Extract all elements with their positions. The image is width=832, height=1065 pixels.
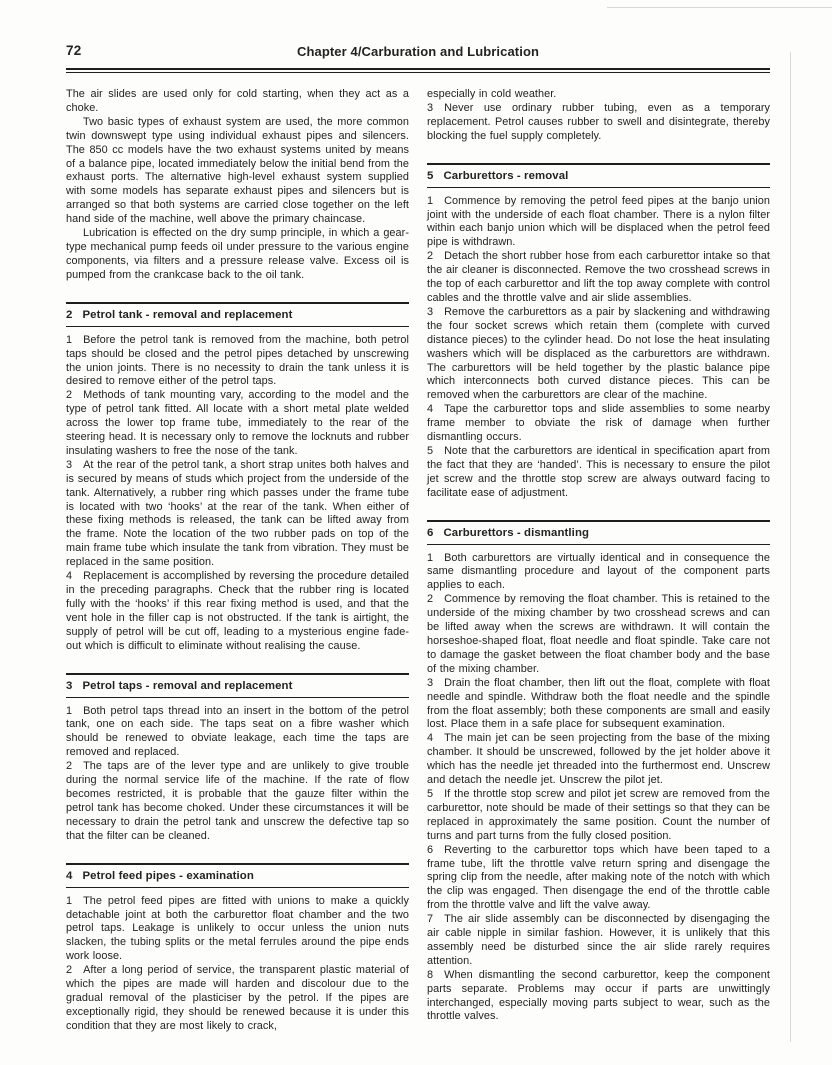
paragraph: [427, 788, 770, 844]
scan-artifact-right-line: [790, 52, 791, 1042]
paragraph-number: 8: [427, 968, 434, 981]
section-petrol-feed-pipes: [66, 863, 409, 1034]
paragraph-text: Both petrol taps thread into an insert in the bottom of the petrol tank, one on each side. The taps seat on a fibre washer which should be renewed to obviate leakage, each time the taps are removed and replaced.: [66, 704, 409, 759]
paragraph-text: Both carburettors are virtually identical and in consequence the same dismantling procedure and layout of the component parts applies to each.: [427, 551, 770, 592]
paragraph-text: Never use ordinary rubber tubing, even as a temporary replacement. Petrol causes rubber to swell and disintegrate, thereby blocking the fuel supply completely.: [427, 101, 770, 142]
section-number: 3: [66, 679, 73, 692]
paragraph: [66, 116, 409, 227]
paragraph: [66, 459, 409, 570]
paragraph: [427, 403, 770, 445]
paragraph: [427, 250, 770, 306]
page-header: [66, 42, 770, 62]
paragraph: [66, 570, 409, 653]
paragraph-number: 5: [427, 444, 434, 457]
paragraph-number: 3: [427, 305, 434, 318]
paragraph-text: Commence by removing the float chamber. This is retained to the underside of the mixing chamber by two crosshead screws and can be lifted away when the screws are withdrawn. It will contain the horseshoe-shaped float, float needle and float spindle. Take care not to damage the gasket between the float chamber body and the base of the mixing chamber.: [427, 593, 770, 675]
paragraph-number: 1: [66, 894, 73, 907]
paragraph-number: 2: [66, 760, 73, 773]
section-heading: [427, 520, 770, 545]
paragraph-number: 2: [66, 389, 73, 402]
paragraph-text: Two basic types of exhaust system are used, the more common twin downswept type using individual exhaust pipes and silencers. The 850 cc models have the two exhaust systems united by means of a balance pipe, located immediately below the initial bend from the exhaust ports. The alternative high-level exhaust system supplied with some models has separate exhaust pipes and silencers but is arranged so that both systems are carried close together on the left hand side of the machine, well above the primary chaincase.: [66, 115, 409, 226]
paragraph-number: 1: [427, 551, 434, 564]
paragraph-text: The taps are of the lever type and are unlikely to give trouble during the normal service life of the machine. If the rate of flow becomes restricted, it is probable that the gauze filter within the petrol tank has become choked. Under these circumstances it will be necessary to drain the petrol tank and unscrew the defective tap so that the filter can be cleaned.: [66, 760, 409, 842]
paragraph-text: Detach the short rubber hose from each carburettor intake so that the air cleaner is disconnected. Remove the two crosshead screws in the top of each carburettor and lift the top away complete with control cables and the throttle valve and air slide assemblies.: [427, 250, 770, 304]
paragraph: [66, 705, 409, 761]
section-title: Petrol feed pipes - examination: [82, 869, 254, 882]
section-heading: [427, 163, 770, 188]
paragraph-number: 4: [427, 403, 434, 416]
right-column: [427, 88, 770, 1034]
paragraph: [427, 677, 770, 733]
paragraph-text: Replacement is accomplished by reversing the procedure detailed in the preceding paragraphs. Check that the rubber ring is located fully with the ‘hooks’ if this rear fixing method is used, and that the vent hole in the filler cap is not obstructed. If the tank is airtight, the supply of petrol will be cut off, leading to a mysterious engine fade-out which is difficult to eliminate without realising the cause.: [66, 570, 409, 652]
paragraph: [66, 88, 409, 116]
paragraph-number: 6: [427, 843, 434, 856]
chapter-title: Chapter 4/Carburation and Lubrication: [296, 44, 540, 59]
paragraph-number: 1: [427, 194, 434, 207]
paragraph-text: If the throttle stop screw and pilot jet screw are removed from the carburettor, note should be made of their settings so that they can be replaced in approximately the same position. Count the number of turns and part turns from the fully closed position.: [427, 787, 770, 842]
paragraph: [427, 195, 770, 251]
paragraph-text: Methods of tank mounting vary, according to the model and the type of petrol tank fitted. All locate with a short metal plate welded across the lower top frame tube, immediately to the rear of the steering head. It is necessary only to remove the locknuts and rubber insulating washers to free the nose of the tank.: [66, 389, 409, 457]
paragraph-text: After a long period of service, the transparent plastic material of which the pipes are made will harden and discolour due to the gradual removal of the plasticiser by the petrol. If the pipes are exceptionally rigid, they should be renewed because it is under this condition that they are most likely to crack,: [66, 964, 409, 1032]
paragraph: [66, 334, 409, 390]
page-number: 72: [66, 43, 82, 58]
section-carburettors-dismantling: [427, 520, 770, 1025]
section-number: 6: [427, 526, 434, 539]
paragraph: [427, 844, 770, 914]
paragraph-text: The main jet can be seen projecting from the base of the mixing chamber. It should be unscrewed, followed by the jet holder above it which has the needle jet threaded into the furthermost end. Unscrew and detach the needle jet. Unscrew the pilot jet.: [427, 732, 770, 787]
paragraph-text: Tape the carburettor tops and slide assemblies to some nearby frame member to obviate the risk of damage when further dismantling occurs.: [427, 403, 770, 444]
paragraph-number: 2: [66, 964, 73, 977]
paragraph-number: 4: [66, 570, 73, 583]
paragraph: [427, 552, 770, 594]
paragraph: [427, 88, 770, 102]
section-heading: [66, 863, 409, 888]
paragraph: [66, 760, 409, 843]
paragraph: [427, 732, 770, 788]
paragraph-number: 5: [427, 787, 434, 800]
paragraph: [66, 227, 409, 283]
paragraph-text: When dismantling the second carburettor, keep the component parts separate. Problems may occur if parts are unwittingly interchanged, especially moving parts subject to wear, such as the throttle valves.: [427, 968, 770, 1023]
paragraph: [427, 306, 770, 403]
section-title: Petrol tank - removal and replacement: [82, 308, 293, 321]
paragraph-text: Remove the carburettors as a pair by slackening and withdrawing the four socket screws which retain them (complete with curved distance pieces) to the cylinder head. Do not lose the heat insulating washers which will be displaced as the carburettors are withdrawn. The carburettors will be held together by the plastic balance pipe which interconnects both curved distance pieces. This can be removed when the carburettors are clear of the machine.: [427, 305, 770, 402]
paragraph: [66, 895, 409, 965]
paragraph-number: 3: [427, 676, 434, 689]
paragraph: [427, 593, 770, 676]
paragraph: [427, 913, 770, 969]
paragraph-number: 3: [427, 101, 434, 114]
paragraph: [427, 102, 770, 144]
paragraph-number: 1: [66, 704, 73, 717]
section-heading: [66, 673, 409, 698]
paragraph-text: The petrol feed pipes are fitted with unions to make a quickly detachable joint at both the carburettor float chamber and the two petrol taps. Leakage is unlikely to occur unless the union nuts slacken, the tubing splits or the metal ferrules around the pipe ends work loose.: [66, 894, 409, 963]
section-number: 2: [66, 308, 73, 321]
paragraph-text: Note that the carburettors are identical in specification apart from the fact that they are ‘handed’. This is necessary to ensure the pilot jet screw and the throttle stop screw are always outward facing to facilitate ease of adjustment.: [427, 444, 770, 499]
paragraph-number: 3: [66, 458, 73, 471]
paragraph-number: 1: [66, 333, 73, 346]
paragraph: [427, 969, 770, 1025]
paragraph-number: 7: [427, 913, 434, 926]
section-carburettors-removal: [427, 163, 770, 501]
section-petrol-tank: [66, 302, 409, 654]
left-column: [66, 88, 409, 1034]
section-title: Carburettors - dismantling: [443, 526, 590, 539]
section-petrol-taps: [66, 673, 409, 844]
paragraph-number: 2: [427, 593, 434, 606]
two-column-body: [66, 88, 770, 1034]
paragraph-text: At the rear of the petrol tank, a short strap unites both halves and is secured by means of studs which project from the underside of the tank. Alternatively, a rubber ring which passes under the frame tube is located with two ‘hooks’ at the rear of the tank. When either of these fixing methods is released, the tank can be lifted away from the frame. Note the location of the two rubber pads on top of the main frame tube which insulate the tank from vibration. They must be replaced in the same position.: [66, 458, 409, 569]
section-number: 5: [427, 169, 434, 182]
paragraph-text: The air slides are used only for cold starting, when they act as a choke.: [66, 88, 409, 114]
paragraph: [66, 964, 409, 1034]
paragraph: [427, 445, 770, 501]
paragraph-text: The air slide assembly can be disconnected by disengaging the air cable nipple in similar fashion. However, it is unlikely that this assembly need be disturbed since the air slide rarely requires attention.: [427, 913, 770, 967]
section-title: Carburettors - removal: [443, 169, 569, 182]
paragraph-text: Commence by removing the petrol feed pipes at the banjo union joint with the underside of each float chamber. There is a nylon filter within each banjo union which will be displaced when the petrol feed pipe is withdrawn.: [427, 194, 770, 249]
paragraph-text: Drain the float chamber, then lift out the float, complete with float needle and spindle. Withdraw both the float needle and the spindle from the float assembly; both these components are small and easily lost. Place them in a safe place for subsequent examination.: [427, 676, 770, 731]
header-rule: [66, 68, 770, 73]
paragraph-number: 2: [427, 250, 434, 263]
paragraph-text: Reverting to the carburettor tops which have been taped to a frame tube, lift the throttle valve return spring and disengage the spring clip from the needle, after making note of the notch with which the clip was engaged. Then disengage the end of the throttle cable from the throttle valve and lift the valve away.: [427, 843, 770, 912]
paragraph-text: Before the petrol tank is removed from the machine, both petrol taps should be closed and the petrol pipes detached by unscrewing the union joints. There is no necessity to drain the tank unless it is desired to remove either of the petrol taps.: [66, 333, 409, 388]
section-title: Petrol taps - removal and replacement: [82, 679, 293, 692]
paragraph-text: especially in cold weather.: [427, 88, 557, 100]
section-number: 4: [66, 869, 73, 882]
paragraph-text: Lubrication is effected on the dry sump principle, in which a gear-type mechanical pump feeds oil under pressure to the various engine components, via filters and a pressure release valve. Excess oil is pumped from the crankcase back to the oil tank.: [66, 227, 409, 281]
section-heading: [66, 302, 409, 327]
paragraph-number: 4: [427, 732, 434, 745]
paragraph: [66, 389, 409, 459]
scan-artifact-top-line: [607, 7, 832, 8]
